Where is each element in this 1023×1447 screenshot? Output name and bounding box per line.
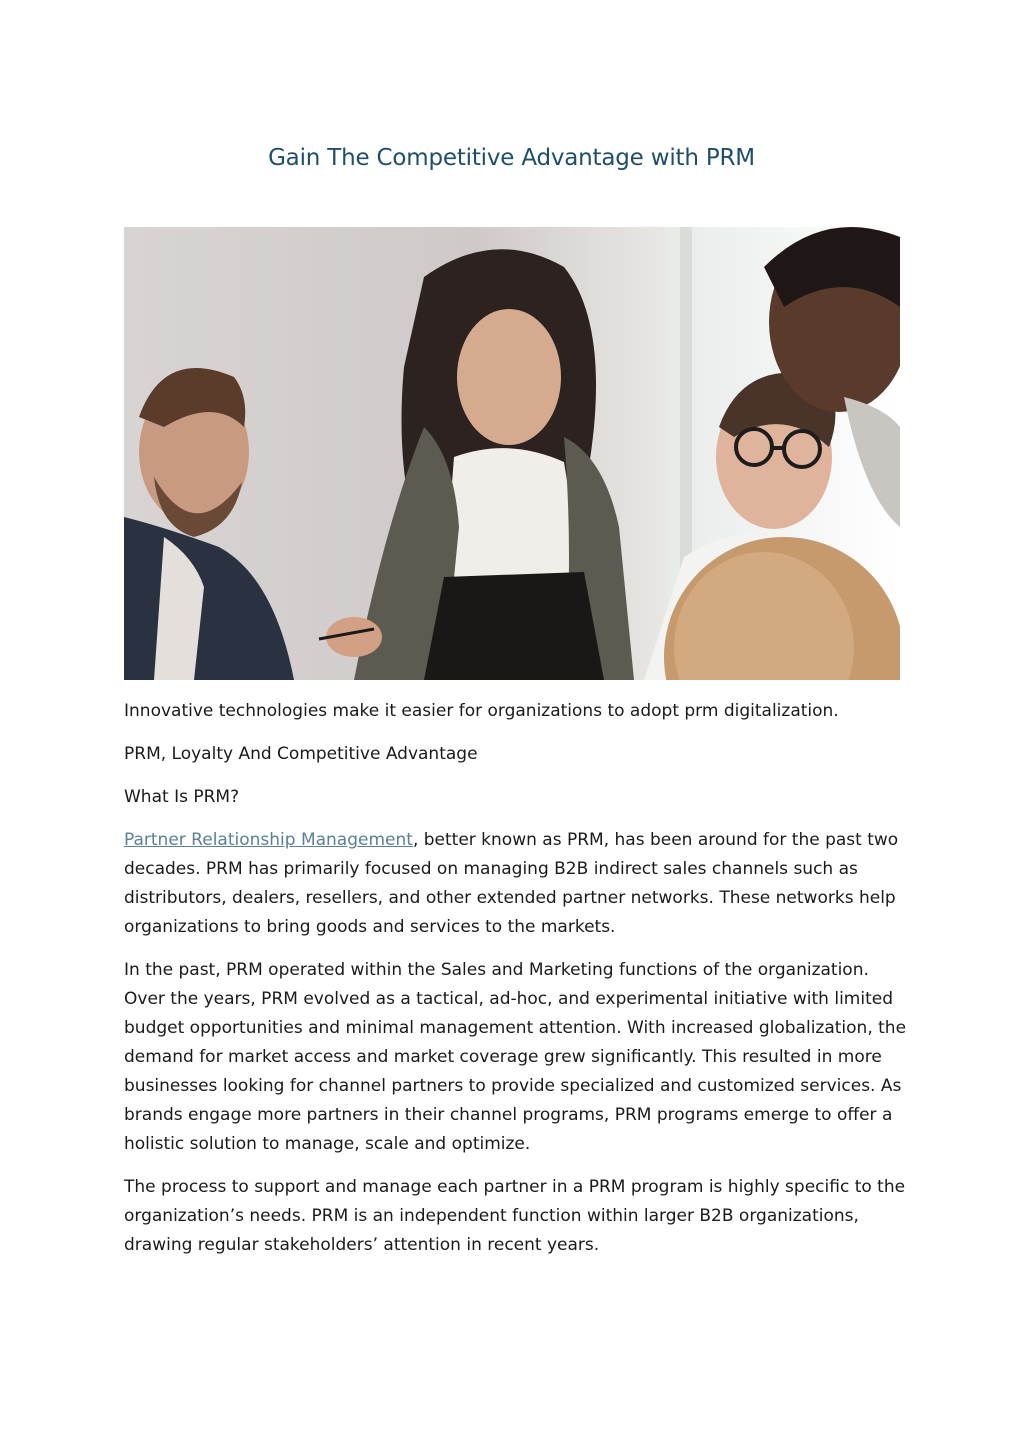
intro-paragraph: Innovative technologies make it easier for organizations to adopt prm digitalization. (124, 701, 839, 721)
paragraph-prm-definition (124, 826, 914, 942)
hero-image (124, 227, 900, 680)
paragraph-prm-process: The process to support and manage each partner in a PRM program is highly specific to the organization’s needs. PRM is an independent function within larger B2B organizations, drawing regular stakeholders’ attention in recent years. (124, 1177, 906, 1255)
paragraph-prm-definition-text: , better known as PRM, has been around for the past two decades. PRM has primarily focused on managing B2B indirect sales channels such as distributors, dealers, resellers, and other extended partner networks. These networks help organizations to bring goods and services to the markets. (124, 830, 899, 937)
prm-link[interactable]: Partner Relationship Management (124, 830, 413, 850)
subheading-loyalty: PRM, Loyalty And Competitive Advantage (124, 744, 478, 764)
photo-business-meeting-icon (124, 227, 900, 680)
page-title: Gain The Competitive Advantage with PRM (268, 145, 755, 171)
subheading-what-is-prm: What Is PRM? (124, 787, 240, 807)
article-body (124, 697, 914, 1274)
paragraph-prm-history: In the past, PRM operated within the Sales and Marketing functions of the organization. Over the years, PRM evolved as a tactical, ad-hoc, and experimental initiative with limited budget opportunities and minimal management attention. With increased globalization, the demand for market access and market coverage grew significantly. This resulted in more businesses looking for channel partners to provide specialized and customized services. As brands engage more partners in their channel programs, PRM programs emerge to offer a holistic solution to manage, scale and optimize. (124, 960, 907, 1154)
